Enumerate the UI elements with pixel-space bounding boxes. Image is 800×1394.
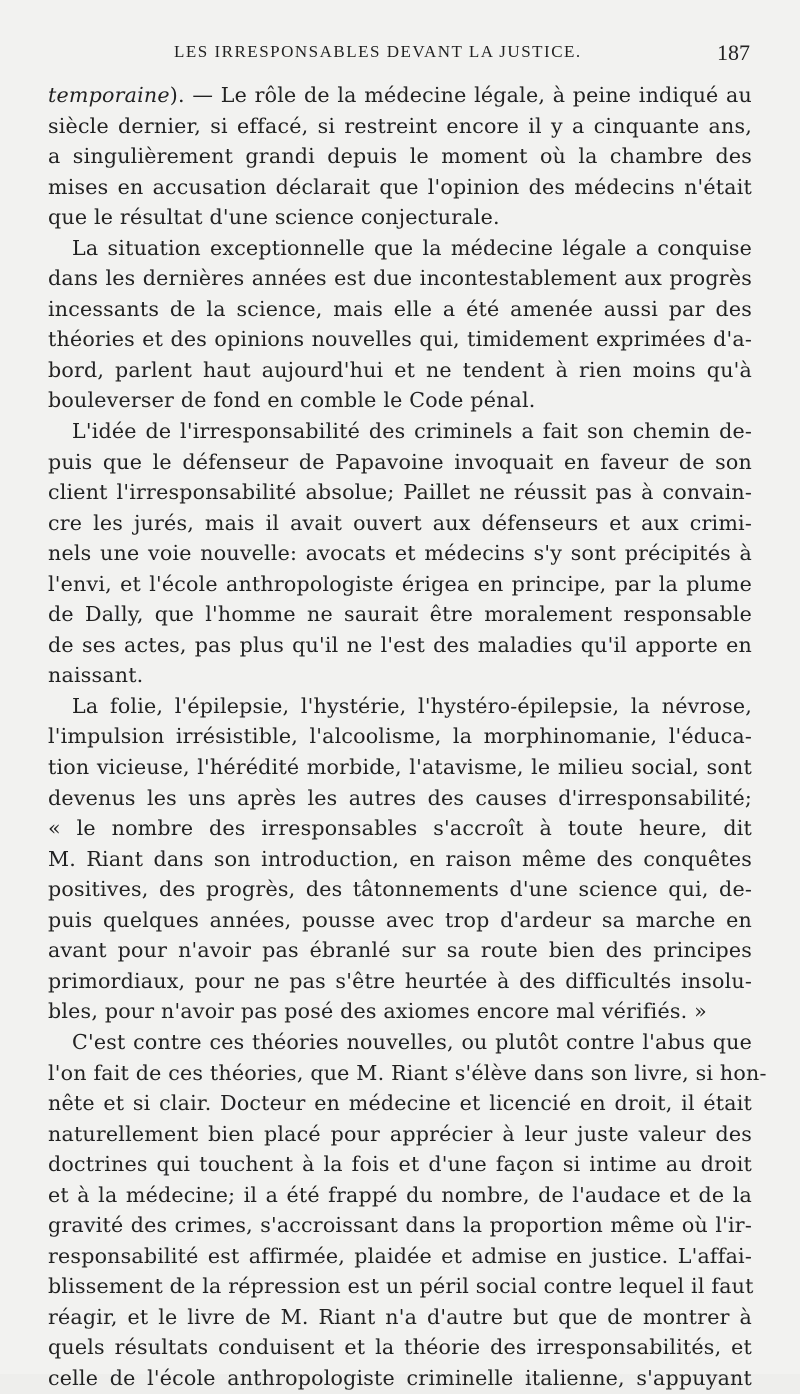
- text-line: La situation exceptionnelle que la médecine légale a conquise: [72, 235, 752, 260]
- text-line: réagir, et le livre de M. Riant n'a d'autre but que de montrer à: [48, 1304, 752, 1329]
- paragraph: [48, 691, 752, 1027]
- text-line: siècle dernier, si effacé, si restreint encore il y a cinquante ans,: [48, 113, 752, 138]
- text-line: avant pour n'avoir pas ébranlé sur sa route bien des principes: [48, 938, 752, 963]
- text-line: bord, parlent haut aujourd'hui et ne tendent à rien moins qu'à: [48, 357, 752, 382]
- text-line: gravité des crimes, s'accroissant dans la proportion même où l'ir-: [48, 1213, 752, 1238]
- text-line: puis que le défenseur de Papavoine invoquait en faveur de son: [48, 449, 752, 474]
- text-line: doctrines qui touchent à la fois et d'une façon si intime au droit: [48, 1152, 752, 1177]
- text-line: de Dally, que l'homme ne saurait être moralement responsable: [48, 602, 752, 627]
- text-line: devenus les uns après les autres des causes d'irresponsabilité;: [48, 785, 752, 810]
- body-text: [48, 80, 767, 1394]
- text-line: cre les jurés, mais il avait ouvert aux défenseurs et aux crimi-: [48, 510, 752, 535]
- paragraph: [48, 233, 752, 416]
- running-title: LES IRRESPONSABLES DEVANT LA JUSTICE.: [174, 42, 582, 61]
- text-line: tion vicieuse, l'hérédité morbide, l'atavisme, le milieu social, sont: [48, 755, 752, 780]
- text-line: M. Riant dans son introduction, en raison même des conquêtes: [48, 846, 752, 871]
- text-line: l'impulsion irrésistible, l'alcoolisme, la morphinomanie, l'éduca-: [48, 724, 752, 749]
- text-line: temporaine). — Le rôle de la médecine légale, à peine indiqué au: [48, 83, 752, 107]
- text-line: responsabilité est affirmée, plaidée et admise en justice. L'affai-: [48, 1243, 752, 1268]
- text-line: de ses actes, pas plus qu'il ne l'est des maladies qu'il apporte en: [48, 632, 752, 657]
- paragraph: [48, 416, 752, 691]
- text-line: client l'irresponsabilité absolue; Paillet ne réussit pas à convain-: [48, 480, 752, 505]
- paragraph: [48, 80, 752, 233]
- text-line: naissant.: [48, 663, 144, 688]
- text-line: nels une voie nouvelle: avocats et médecins s'y sont précipités à: [48, 541, 752, 566]
- text-line: et à la médecine; il a été frappé du nombre, de l'audace et de la: [48, 1182, 752, 1207]
- text-line: incessants de la science, mais elle a été amenée aussi par des: [48, 296, 752, 321]
- text-line: blissement de la répression est un péril social contre lequel il faut: [48, 1274, 754, 1299]
- text-line: que le résultat d'une science conjecturale.: [48, 205, 500, 230]
- text-line: bouleverser de fond en comble le Code pénal.: [48, 388, 536, 413]
- text-line: dans les dernières années est due incontestablement aux progrès: [48, 266, 752, 291]
- text-line: primordiaux, pour ne pas s'être heurtée à des difficultés insolu-: [48, 968, 752, 993]
- text-line: l'on fait de ces théories, que M. Riant s'élève dans son livre, si hon-: [48, 1060, 767, 1085]
- text-line: l'envi, et l'école anthropologiste érigea en principe, par la plume: [48, 571, 752, 596]
- text-line: bles, pour n'avoir pas posé des axiomes encore mal vérifiés. »: [48, 999, 707, 1024]
- text-line: nête et si clair. Docteur en médecine et licencié en droit, il était: [48, 1091, 752, 1116]
- text-line: quels résultats conduisent et la théorie des irresponsabilités, et: [48, 1335, 752, 1360]
- page-number: 187: [717, 40, 750, 65]
- text-line: mises en accusation déclarait que l'opinion des médecins n'était: [48, 174, 752, 199]
- text-line: puis quelques années, pousse avec trop d'ardeur sa marche en: [48, 907, 752, 932]
- text-line: positives, des progrès, des tâtonnements d'une science qui, de-: [48, 877, 752, 902]
- text-line: L'idée de l'irresponsabilité des criminels a fait son chemin de-: [72, 419, 752, 444]
- text-line: La folie, l'épilepsie, l'hystérie, l'hystéro-épilepsie, la névrose,: [72, 693, 752, 718]
- text-line: a singulièrement grandi depuis le moment où la chambre des: [48, 144, 752, 169]
- paragraph: [48, 1027, 767, 1394]
- text-line: « le nombre des irresponsables s'accroît à toute heure, dit: [48, 816, 752, 841]
- text-line: celle de l'école anthropologiste criminelle italienne, s'appuyant: [48, 1365, 752, 1390]
- text-line: naturellement bien placé pour apprécier à leur juste valeur des: [48, 1121, 752, 1146]
- text-line: C'est contre ces théories nouvelles, ou plutôt contre l'abus que: [72, 1029, 752, 1054]
- page-header: [110, 40, 750, 68]
- text-line: théories et des opinions nouvelles qui, timidement exprimées d'a-: [48, 327, 752, 352]
